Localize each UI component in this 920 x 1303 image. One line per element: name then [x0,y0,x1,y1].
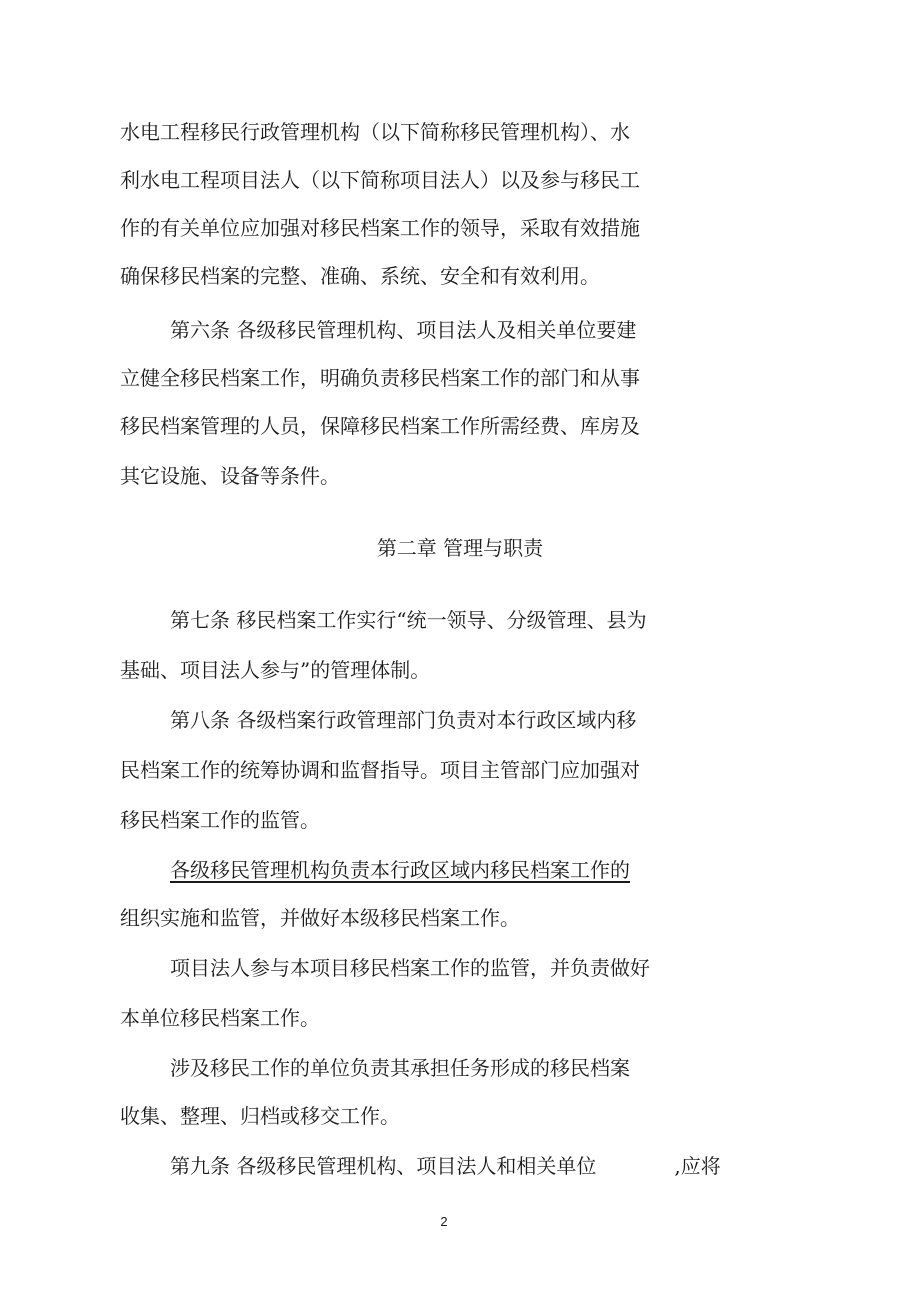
paragraph-line: 收集、整理、归档或移交工作。 [120,1104,400,1128]
article-6-line: 第六条 各级移民管理机构、项目法人及相关单位要建 [170,318,637,342]
paragraph-line: 移民档案工作的监管。 [120,808,320,832]
page-number: 2 [440,1214,448,1229]
paragraph-line: 涉及移民工作的单位负责其承担任务形成的移民档案 [170,1056,630,1080]
underlined-paragraph-line: 各级移民管理机构负责本行政区域内移民档案工作的 [170,858,630,882]
article-9-continuation: ,应将 [674,1154,721,1178]
paragraph-line: 民档案工作的统筹协调和监督指导。项目主管部门应加强对 [120,758,640,782]
paragraph-line: 基础、项目法人参与”的管理体制。 [120,658,431,682]
paragraph-line: 利水电工程项目法人（以下简称项目法人）以及参与移民工 [120,168,640,192]
paragraph-line: 项目法人参与本项目移民档案工作的监管，并负责做好 [170,956,650,980]
article-8-line: 第八条 各级档案行政管理部门负责对本行政区域内移 [170,708,637,732]
paragraph-line: 作的有关单位应加强对移民档案工作的领导，采取有效措施 [120,216,640,240]
paragraph-line: 组织实施和监管，并做好本级移民档案工作。 [120,906,520,930]
article-9-text: 第九条 各级移民管理机构、项目法人和相关单位 [170,1154,597,1178]
paragraph-line: 其它设施、设备等条件。 [120,464,340,488]
article-7-line: 第七条 移民档案工作实行“统一领导、分级管理、县为 [170,608,647,632]
paragraph-line: 立健全移民档案工作，明确负责移民档案工作的部门和从事 [120,366,640,390]
paragraph-line: 确保移民档案的完整、准确、系统、安全和有效利用。 [120,264,600,288]
paragraph-line: 移民档案管理的人员，保障移民档案工作所需经费、库房及 [120,414,640,438]
paragraph-line: 本单位移民档案工作。 [120,1006,320,1030]
article-9-line [170,1152,721,1180]
chapter-heading: 第二章 管理与职责 [376,536,544,560]
paragraph-line: 水电工程移民行政管理机构（以下简称移民管理机构）、水 [120,120,630,144]
